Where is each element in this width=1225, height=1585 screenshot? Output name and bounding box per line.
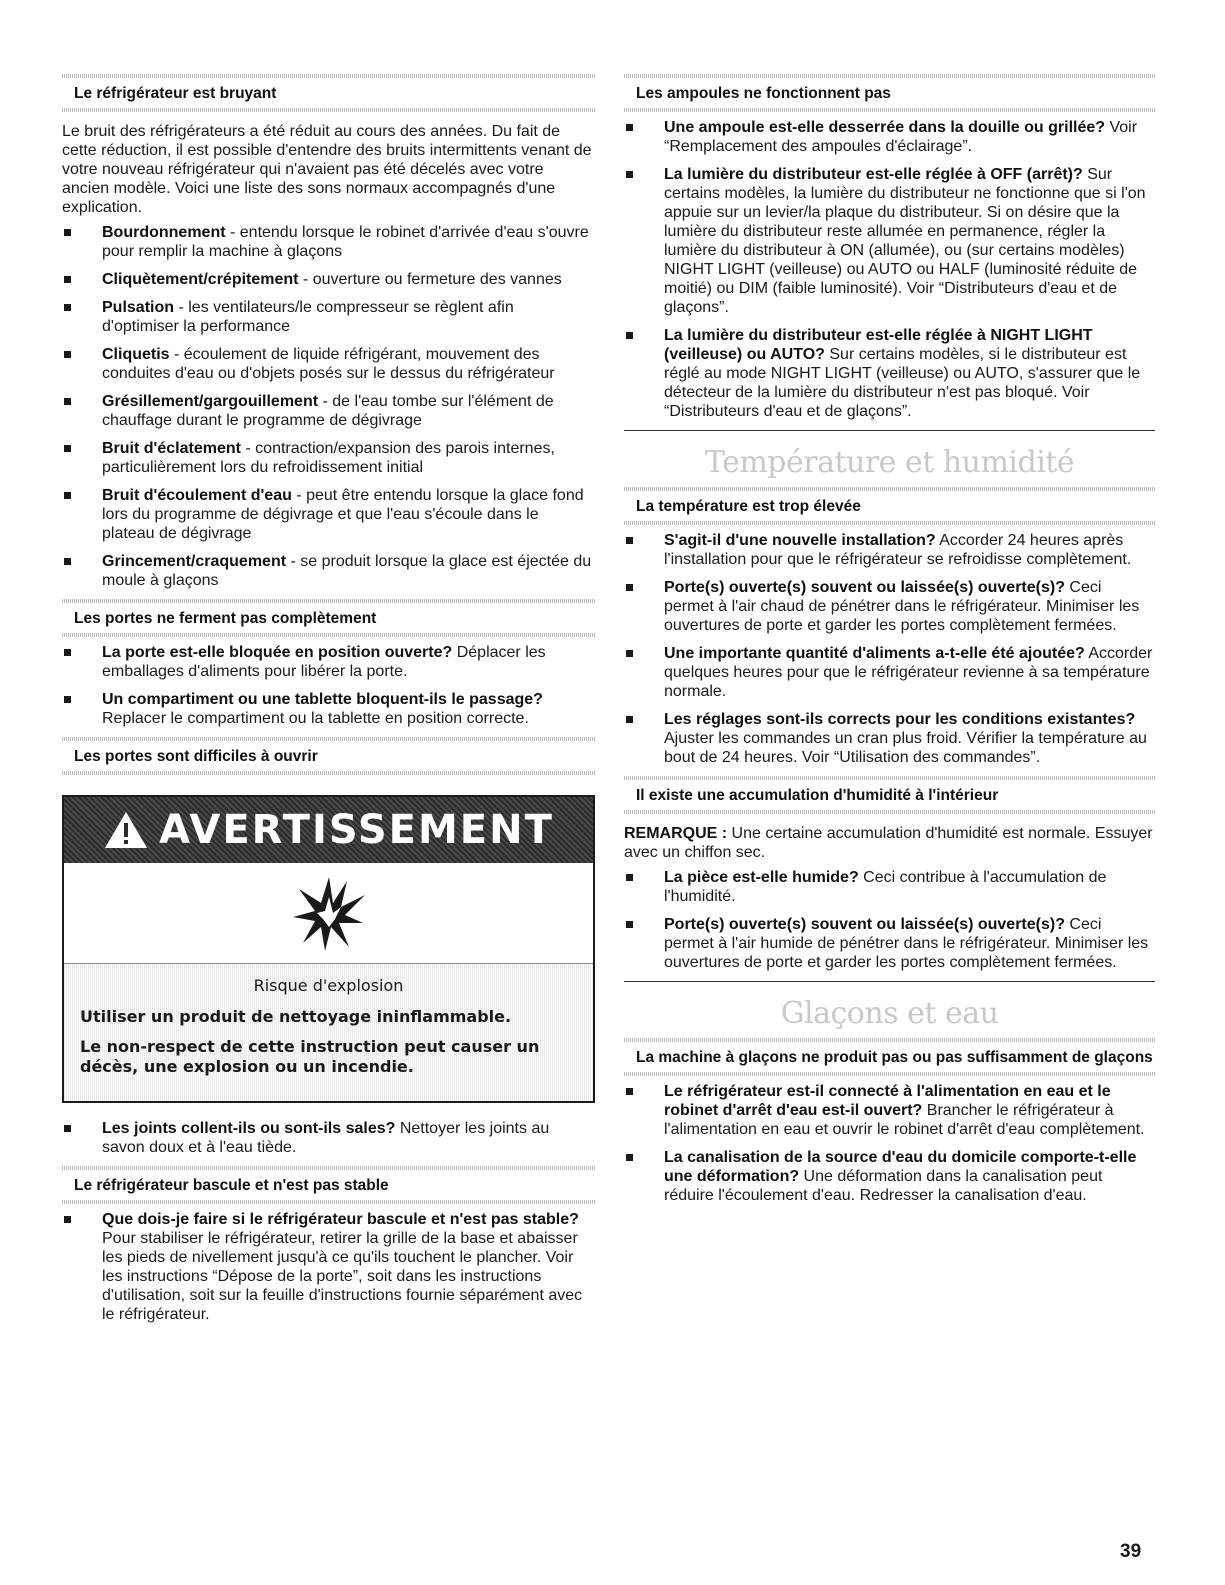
list-item: [624, 326, 1155, 421]
list-item: [624, 578, 1155, 635]
item-term: Bourdonnement: [102, 224, 226, 241]
list-item: [624, 118, 1155, 156]
list-item: [62, 486, 595, 543]
item-term: La porte est-elle bloquée en position ouverte?: [102, 644, 453, 661]
item-text: Ceci contribue à l'accumulation de l'humidité.: [664, 869, 1107, 905]
list-item: [62, 392, 595, 430]
item-term: Grincement/craquement: [102, 553, 287, 570]
list-item: [62, 298, 595, 336]
item-term: S'agit-il d'une nouvelle installation?: [664, 532, 936, 549]
item-term: Grésillement/gargouillement: [102, 393, 319, 410]
section-temperature-title: Température et humidité: [704, 445, 1075, 480]
humidity-list: [624, 868, 1155, 972]
item-text: Sur certains modèles, si le distributeur est réglé au mode NIGHT LIGHT (veilleuse) ou AUTO, s'assurer que le détecteur de la lumière du distributeur n'est pas bloqué. Voir “Distributeurs d'eau et de glaçons”.: [664, 346, 1141, 420]
humidity-note: [624, 824, 1155, 862]
warning-risk: Risque d'explosion: [253, 976, 404, 995]
section-temperature: [624, 430, 1155, 487]
warning-word: AVERTISSEMENT: [159, 807, 554, 853]
item-text: - contraction/expansion des parois internes, particulièrement lors du refroidissement initial: [102, 440, 555, 476]
item-text: - les ventilateurs/le compresseur se règlent afin d'optimiser la performance: [102, 299, 514, 335]
warning-box: [62, 795, 595, 1103]
item-term: La pièce est-elle humide?: [664, 869, 859, 886]
bulbs-list: [624, 118, 1155, 421]
warning-triangle-icon: [103, 810, 149, 850]
item-term: La canalisation de la source d'eau du domicile comporte-t-elle une déformation?: [664, 1149, 1137, 1185]
item-text: Accorder quelques heures pour que le réfrigérateur revienne à sa température normale.: [664, 645, 1153, 700]
list-item: [62, 552, 595, 590]
item-text: - ouverture ou fermeture des vannes: [298, 271, 562, 288]
item-text: Voir “Remplacement des ampoules d'éclairage”.: [664, 119, 1138, 155]
list-item: [62, 1210, 595, 1324]
item-text: - se produit lorsque la glace est éjectée du moule à glaçons: [102, 553, 592, 589]
heading-noisy: Le réfrigérateur est bruyant: [62, 74, 595, 112]
item-text: Pour stabiliser le réfrigérateur, retirer la grille de la base et abaisser les pieds de nivellement jusqu'à ce qu'ils touchent le plancher. Voir les instructions “Dépose de la porte”, soit dans les instructions d'utilisation, soit sur la feuille d'instructions fournie séparément avec le réfrigérateur.: [102, 1230, 583, 1323]
item-term: Que dois-je faire si le réfrigérateur bascule et n'est pas stable?: [102, 1211, 579, 1228]
section-ice: [624, 981, 1155, 1038]
item-text: Accorder 24 heures après l'installation pour que le réfrigérateur se refroidisse complètement.: [664, 532, 1132, 568]
item-text: - entendu lorsque le robinet d'arrivée d'eau s'ouvre pour remplir la machine à glaçons: [102, 224, 589, 260]
section-ice-title: Glaçons et eau: [780, 996, 999, 1031]
heading-humidity: Il existe une accumulation d'humidité à l'intérieur: [624, 776, 1155, 814]
item-text: Sur certains modèles, la lumière du distributeur ne fonctionne que si l'on appuie sur un levier/la plaque du distributeur. Si on désire que la lumière du distributeur reste allumée en permanence, régler la lumière du distributeur à ON (allumée), ou (sur certains modèles) NIGHT LIGHT (veilleuse) ou AUTO ou HALF (luminosité réduite de moitié) ou DIM (faible luminosité). Voir “Distributeurs d'eau et de glaçons”.: [664, 166, 1146, 316]
right-column: [624, 74, 1155, 1214]
item-term: Bruit d'éclatement: [102, 440, 241, 457]
warning-line-2: Le non-respect de cette instruction peut causer un décès, une explosion ou un incendie.: [80, 1037, 540, 1076]
list-item: [62, 690, 595, 728]
list-item: [624, 710, 1155, 767]
noisy-list: [62, 223, 595, 590]
item-text: Nettoyer les joints au savon doux et à l'eau tiède.: [102, 1120, 550, 1156]
tips-list: [62, 1210, 595, 1324]
item-text: - écoulement de liquide réfrigérant, mouvement des conduites d'eau ou d'objets posés sur le dessus du réfrigérateur: [102, 346, 555, 382]
too-warm-list: [624, 531, 1155, 767]
list-item: [624, 165, 1155, 317]
item-term: Le réfrigérateur est-il connecté à l'alimentation en eau et le robinet d'arrêt d'eau est-il ouvert?: [664, 1083, 1111, 1119]
item-term: Les réglages sont-ils corrects pour les conditions existantes?: [664, 711, 1136, 728]
item-text: Replacer le compartiment ou la tablette en position correcte.: [102, 710, 529, 727]
heading-doors-hard: Les portes sont difficiles à ouvrir: [62, 737, 595, 775]
warning-header: [64, 797, 593, 863]
list-item: [624, 1148, 1155, 1205]
list-item: [624, 1082, 1155, 1139]
list-item: [624, 531, 1155, 569]
item-term: Porte(s) ouverte(s) souvent ou laissée(s) ouverte(s)?: [664, 579, 1065, 596]
heading-too-warm: La température est trop élevée: [624, 487, 1155, 525]
item-term: Une ampoule est-elle desserrée dans la douille ou grillée?: [664, 119, 1106, 136]
list-item: [624, 644, 1155, 701]
list-item: [62, 223, 595, 261]
list-item: [62, 1119, 595, 1157]
ice-list: [624, 1082, 1155, 1205]
item-term: Les joints collent-ils ou sont-ils sales?: [102, 1120, 396, 1137]
heading-doors-not-close: Les portes ne ferment pas complètement: [62, 599, 595, 637]
item-term: Bruit d'écoulement d'eau: [102, 487, 292, 504]
heading-ice: La machine à glaçons ne produit pas ou pas suffisamment de glaçons: [624, 1038, 1155, 1076]
page-number: 39: [1120, 1541, 1142, 1562]
left-column: [62, 74, 595, 1333]
list-item: [62, 345, 595, 383]
doors-hard-list: [62, 1119, 595, 1157]
list-item: [62, 643, 595, 681]
explosion-icon: [289, 873, 369, 953]
list-item: [624, 915, 1155, 972]
item-term: Cliquetis: [102, 346, 170, 363]
item-text: - de l'eau tombe sur l'élément de chauffage durant le programme de dégivrage: [102, 393, 554, 429]
heading-tips: Le réfrigérateur bascule et n'est pas stable: [62, 1166, 595, 1204]
list-item: [62, 270, 595, 289]
item-term: Pulsation: [102, 299, 175, 316]
item-text: Ceci permet à l'air humide de pénétrer dans le réfrigérateur. Minimiser les ouvertures de porte et garder les portes complètement fermées.: [664, 916, 1149, 971]
item-text: Ajuster les commandes un cran plus froid. Vérifier la température au bout de 24 heures. Voir “Utilisation des commandes”.: [664, 730, 1147, 766]
item-text: Déplacer les emballages d'aliments pour libérer la porte.: [102, 644, 546, 680]
item-term: La lumière du distributeur est-elle réglée à OFF (arrêt)?: [664, 166, 1083, 183]
item-text: Une déformation dans la canalisation peut réduire l'écoulement d'eau. Redresser la canalisation d'eau.: [664, 1168, 1103, 1204]
note-label: REMARQUE :: [624, 825, 728, 842]
item-text: Brancher le réfrigérateur à l'alimentation en eau et ouvrir le robinet d'arrêt d'eau complètement.: [664, 1102, 1145, 1138]
item-term: Cliquètement/crépitement: [102, 271, 299, 288]
noisy-intro: Le bruit des réfrigérateurs a été réduit au cours des années. Du fait de cette réduction, il est possible d'entendre des bruits intermittents venant de votre nouveau réfrigérateur qui n'avaient pas été décelés avec votre ancien modèle. Voici une liste des sons normaux accompagnés d'une explication.: [62, 123, 592, 216]
doors-not-close-list: [62, 643, 595, 728]
item-term: Porte(s) ouverte(s) souvent ou laissée(s) ouverte(s)?: [664, 916, 1065, 933]
heading-bulbs: Les ampoules ne fonctionnent pas: [624, 74, 1155, 112]
item-term: Une importante quantité d'aliments a-t-elle été ajoutée?: [664, 645, 1085, 662]
list-item: [624, 868, 1155, 906]
note-text: Une certaine accumulation d'humidité est normale. Essuyer avec un chiffon sec.: [624, 825, 1153, 861]
item-term: La lumière du distributeur est-elle réglée à NIGHT LIGHT (veilleuse) ou AUTO?: [664, 327, 1093, 363]
list-item: [62, 439, 595, 477]
warning-line-1: Utiliser un produit de nettoyage ininflammable.: [80, 1007, 512, 1026]
item-term: Un compartiment ou une tablette bloquent-ils le passage?: [102, 691, 543, 708]
item-text: - peut être entendu lorsque la glace fond lors du programme de dégivrage et que l'eau s'écoule dans le plateau de dégivrage: [102, 487, 584, 542]
item-text: Ceci permet à l'air chaud de pénétrer dans le réfrigérateur. Minimiser les ouvertures de porte et garder les portes complètement fermées.: [664, 579, 1140, 634]
